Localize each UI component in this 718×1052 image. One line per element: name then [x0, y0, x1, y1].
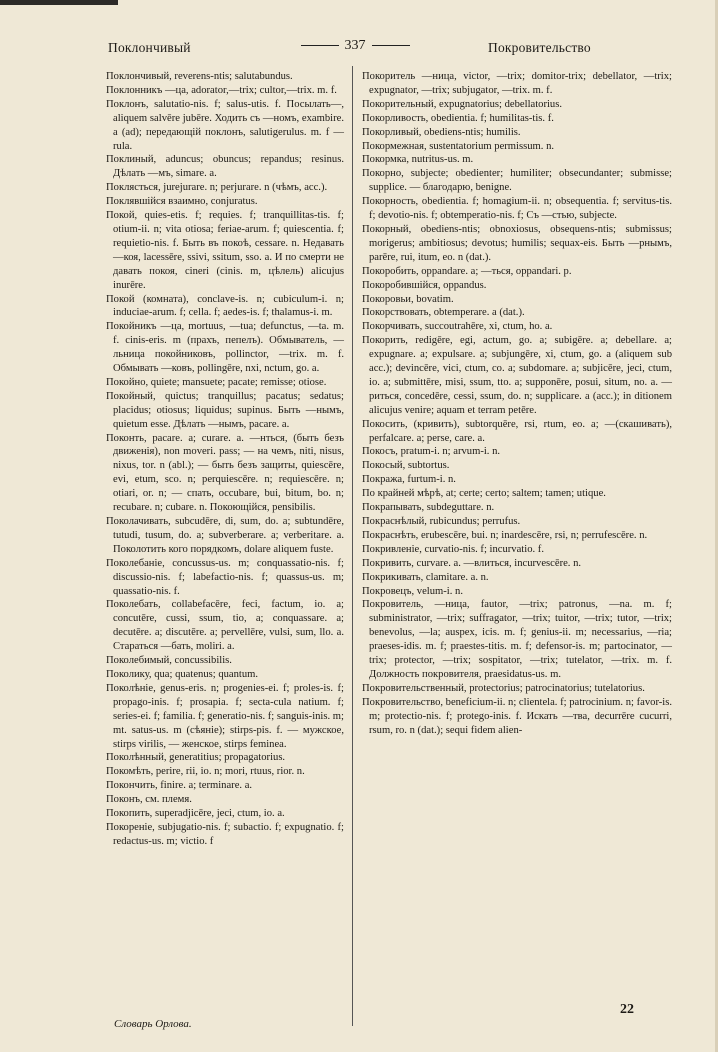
page-number	[285, 38, 425, 54]
dictionary-entry: Покровительство, beneficium-ii. n; clientela. f; patrocinium. n; favor-is. m; protectio-nis. f; protego-inis. f. Искать —тва, decurrēre cucurri, rsum, ro. n (dat.); sequi fidem alien-	[362, 696, 672, 736]
dictionary-entry: Поклонникъ —ца, adorator,—trix; cultor,—trix. m. f.	[106, 84, 337, 96]
dictionary-entry: Покой, quies-etis. f; requies. f; tranquillitas-tis. f; otium-ii. n; vita otiosa; feriae-arum. f; quiescentia. f; requietio-nis. f. Быть въ покоѣ, cessare. n. Недавать —коя, lacessēre, ssivi, ssitum, sso. a. И по смерти не давать покоя, cineri (cinis. m, цѣлель) alicujus inurēre.	[106, 210, 344, 291]
column-divider	[352, 66, 353, 1026]
dictionary-entry: Покормка, nutritus-us. m.	[362, 154, 474, 166]
dictionary-entry: Покойно, quiete; mansuete; pacate; remisse; otiose.	[106, 376, 327, 388]
dictionary-entry: Покорно, subjecte; obedienter; humiliter; obsecundanter; submisse; supplice. — благодарю, benigne.	[362, 168, 672, 194]
dictionary-entry: По крайней мѣрѣ, at; certe; certo; saltem; tamen; utique.	[362, 488, 606, 500]
dictionary-entry: Поколебимый, concussibilis.	[106, 655, 232, 667]
dictionary-entry: Покровецъ, velum-i. n.	[362, 585, 463, 597]
header-rule-left	[301, 45, 339, 46]
header-right-word: Покровительство	[488, 40, 591, 55]
dictionary-entry: Покоритель —ница, victor, —trix; domitor-trix; debellator, —trix; expugnator, —trix; subjugator, —trix. m. f.	[362, 71, 672, 96]
header-rule-right	[372, 45, 410, 46]
dictionary-entry: Покража, furtum-i. n.	[362, 474, 456, 486]
dictionary-entry: Покойный, quictus; tranquillus; pacatus; sedatus; placidus; otiosus; liquidus; supinus. Быть —нымъ, quietum esse. Дѣлать —нымъ, pacare. a.	[106, 390, 344, 430]
dictionary-entry: Покорчивать, succoutrahēre, xi, ctum, ho. a.	[362, 321, 553, 333]
dictionary-entry: Покопить, superadjicēre, jeci, ctum, io. a.	[106, 808, 285, 820]
footer-signature: Словарь Орлова.	[114, 1018, 192, 1030]
dictionary-entry: Поколику, qua; quatenus; quantum.	[106, 668, 259, 680]
dictionary-entry: Покорливость, obedientia. f; humilitas-tis. f.	[362, 112, 554, 124]
dictionary-entry: Покормежная, sustentatorium permissum. n.	[362, 140, 555, 152]
dictionary-entry: Покосить, (кривить), subtorquēre, rsi, rtum, eo. a; —(скашивать), perfalcare. a; perse, care. a.	[362, 418, 672, 444]
dictionary-entry: Поконъ, см. племя.	[106, 794, 192, 806]
dictionary-entry: Покорить, redigēre, egi, actum, go. a; subigēre. a; debellare. a; expugnare. a; expulsare. a; subjungēre, xi, ctum, go. a (aliquem sub acc.); devincēre, vici, ctum, co. a; subdomare. a; subjicēre, jeci, ctum, io. a; submittēre, misi, ssum, tto. a; supponēre, posui, situm, no. a. —риться, concedēre, cessi, ssum, do. n; supplicare. a (acc.); in ditionem alicujus venire; aquam et terram petēre.	[362, 335, 672, 416]
right-column	[362, 70, 672, 738]
dictionary-entry: Покривить, curvare. a. —влиться, incurvescēre. n.	[362, 557, 582, 569]
dictionary-entry: Покорительный, expugnatorius; debellatorius.	[362, 98, 562, 110]
dictionary-entry: Покоробившійся, oppandus.	[362, 279, 487, 291]
dictionary-entry: Покоровьи, bovatim.	[362, 293, 454, 305]
dictionary-entry: Покорность, obedientia. f; homagium-ii. n; obsequentia. f; servitus-tis. f; devotio-nis. f; obtemperatio-nis. f; Съ —стью, subjecte.	[362, 196, 672, 222]
dictionary-entry: Покраснѣть, erubescēre, bui. n; inardescēre, rsi, n; perrufescēre. n.	[362, 529, 648, 541]
dictionary-entry: Покривленіе, curvatio-nis. f; incurvatio. f.	[362, 543, 544, 555]
dictionary-entry: Покорный, obediens-ntis; obnoxiosus, obsequens-ntis; submissus; morigerus; ambitiosus; devotus; humilis; sequax-eis. Быть —рнымъ, parēre, rui, itum, eo. n (dat.).	[362, 223, 672, 263]
dictionary-entry: Покойникъ —ца, mortuus, —tua; defunctus, —ta. m. f. cinis-eris. m (прахъ, пепелъ). Обмыватель, —льница покойниковъ, pollinctor, —trix. m. f. Обмывать —ковъ, pollingēre, nxi, nctum, go. a.	[106, 321, 344, 375]
dictionary-entry: Покорливый, obediens-ntis; humilis.	[362, 126, 521, 138]
dictionary-entry: Поконть, pacare. a; curare. a. —нться, (быть безъ движенія), non moveri. pass; — на чемъ, niti, nisus, nixus, tor. n (abl.); — быть безъ защиты, quiescēre, evi, etum, sco. n; perquiescēre. n; requiescēre. n; otiari, or. n; — спать, occubare, bui, bitum, bo. n; recubare. n; cubare. n. Покоющійся, pensibilis.	[106, 432, 344, 514]
dictionary-entry: Покомѣть, perire, rii, io. n; mori, rtuus, rior. n.	[106, 766, 305, 778]
header-left-word: Поклончивый	[108, 40, 191, 55]
dictionary-entry: Покой (комната), conclave-is. n; cubiculum-i. n; induciae-arum. f; cella. f; aedes-is. f; thalamus-i. m.	[106, 293, 344, 319]
dictionary-entry: Покровительственный, protectorius; patrocinatorius; tutelatorius.	[362, 682, 645, 694]
dictionary-entry: Покровитель, —ница, fautor, —trix; patronus, —na. m. f; subministrator, —trix; suffragator, —trix; tuitor, —trix; tutor, —trix; benevolus, —la; auspex, icis. m. f; genius-ii. m; necessarius, —ria; praeses-idis. m. f; praestes-titis. m. f; defensor-is. m; partocinator, —trix; protector, —trix; sospitator, —trix; tutelator, —trix. m. f. Должность покровителя, praesidatus-us. m.	[362, 599, 672, 680]
dictionary-entry: Покорствовать, obtemperare. a (dat.).	[362, 307, 525, 319]
dictionary-entry: Поклявшійся взаимно, conjuratus.	[106, 196, 258, 208]
running-header	[0, 38, 718, 60]
dictionary-entry: Поколебать, collabefacēre, feci, factum, io. a; concutēre, cussi, ssum, tio, a; conquassare. a; decutēre. a; discutēre. a; pervellēre, vulsi, sum, llo. a. Стараться —бать, moliri. a.	[106, 599, 344, 653]
dictionary-entry: Покрикивать, clamitare. a. n.	[362, 571, 489, 583]
dictionary-entry: Поколебаніе, concussus-us. m; conquassatio-nis. f; discussio-nis. f; labefactio-nis. f; quassus-us. m; quassatio-nis. f.	[106, 557, 344, 597]
dictionary-entry: Покончить, finire. a; terminare. a.	[106, 780, 253, 792]
ink-smudge	[0, 0, 118, 5]
dictionary-entry: Поколѣнный, generatitius; propagatorius.	[106, 752, 286, 764]
dictionary-entry: Покраснѣлый, rubicundus; perrufus.	[362, 516, 521, 527]
dictionary-entry: Покоробить, oppandare. a; —ться, oppandari. p.	[362, 265, 572, 277]
dictionary-entry: Поклончивый, reverens-ntis; salutabundus.	[106, 71, 293, 82]
dictionary-entry: Поклиный, aduncus; obuncus; repandus; resinus. Дѣлать —мъ, simare. a.	[106, 154, 344, 180]
dictionary-entry: Поклясться, jurejurare. n; perjurare. n (чѣмъ, acc.).	[106, 182, 328, 194]
left-column	[106, 70, 344, 849]
sheet-number: 22	[620, 1002, 634, 1017]
dictionary-entry: Покосый, subtortus.	[362, 460, 450, 472]
dictionary-entry: Поколѣніе, genus-eris. n; progenies-ei. f; proles-is. f; propago-inis. f; prosapia. f; secta-cula natium. f; series-ei. f; familia. f; generatio-nis. f; sanguis-inis. m; mt. satus-us. m (сѣяніе); stirps-pis. f. — мужское, stirps virilis, — женское, stirps feminea.	[106, 682, 344, 750]
dictionary-entry: Покореніе, subjugatio-nis. f; subactio. f; expugnatio. f; redactus-us. m; victio. f	[106, 821, 344, 847]
dictionary-entry: Покрапывать, subdeguttare. n.	[362, 502, 495, 514]
page-number-text: 337	[344, 38, 366, 53]
dictionary-entry: Покосъ, pratum-i. n; arvum-i. n.	[362, 446, 501, 458]
dictionary-entry: Поклонъ, salutatio-nis. f; salus-utis. f. Посылать—, aliquem salvēre jubēre. Ходить съ —номъ, exambire. a (ad); передающій поклонъ, salutigerulus. m. f —rula.	[106, 98, 344, 152]
dictionary-entry: Поколачивать, subcudēre, di, sum, do. a; subtundēre, tutudi, tusum, do. a; subverberare. a; verberitare. a. Поколотить кого порядкомъ, dolare aliquem fuste.	[106, 516, 344, 555]
